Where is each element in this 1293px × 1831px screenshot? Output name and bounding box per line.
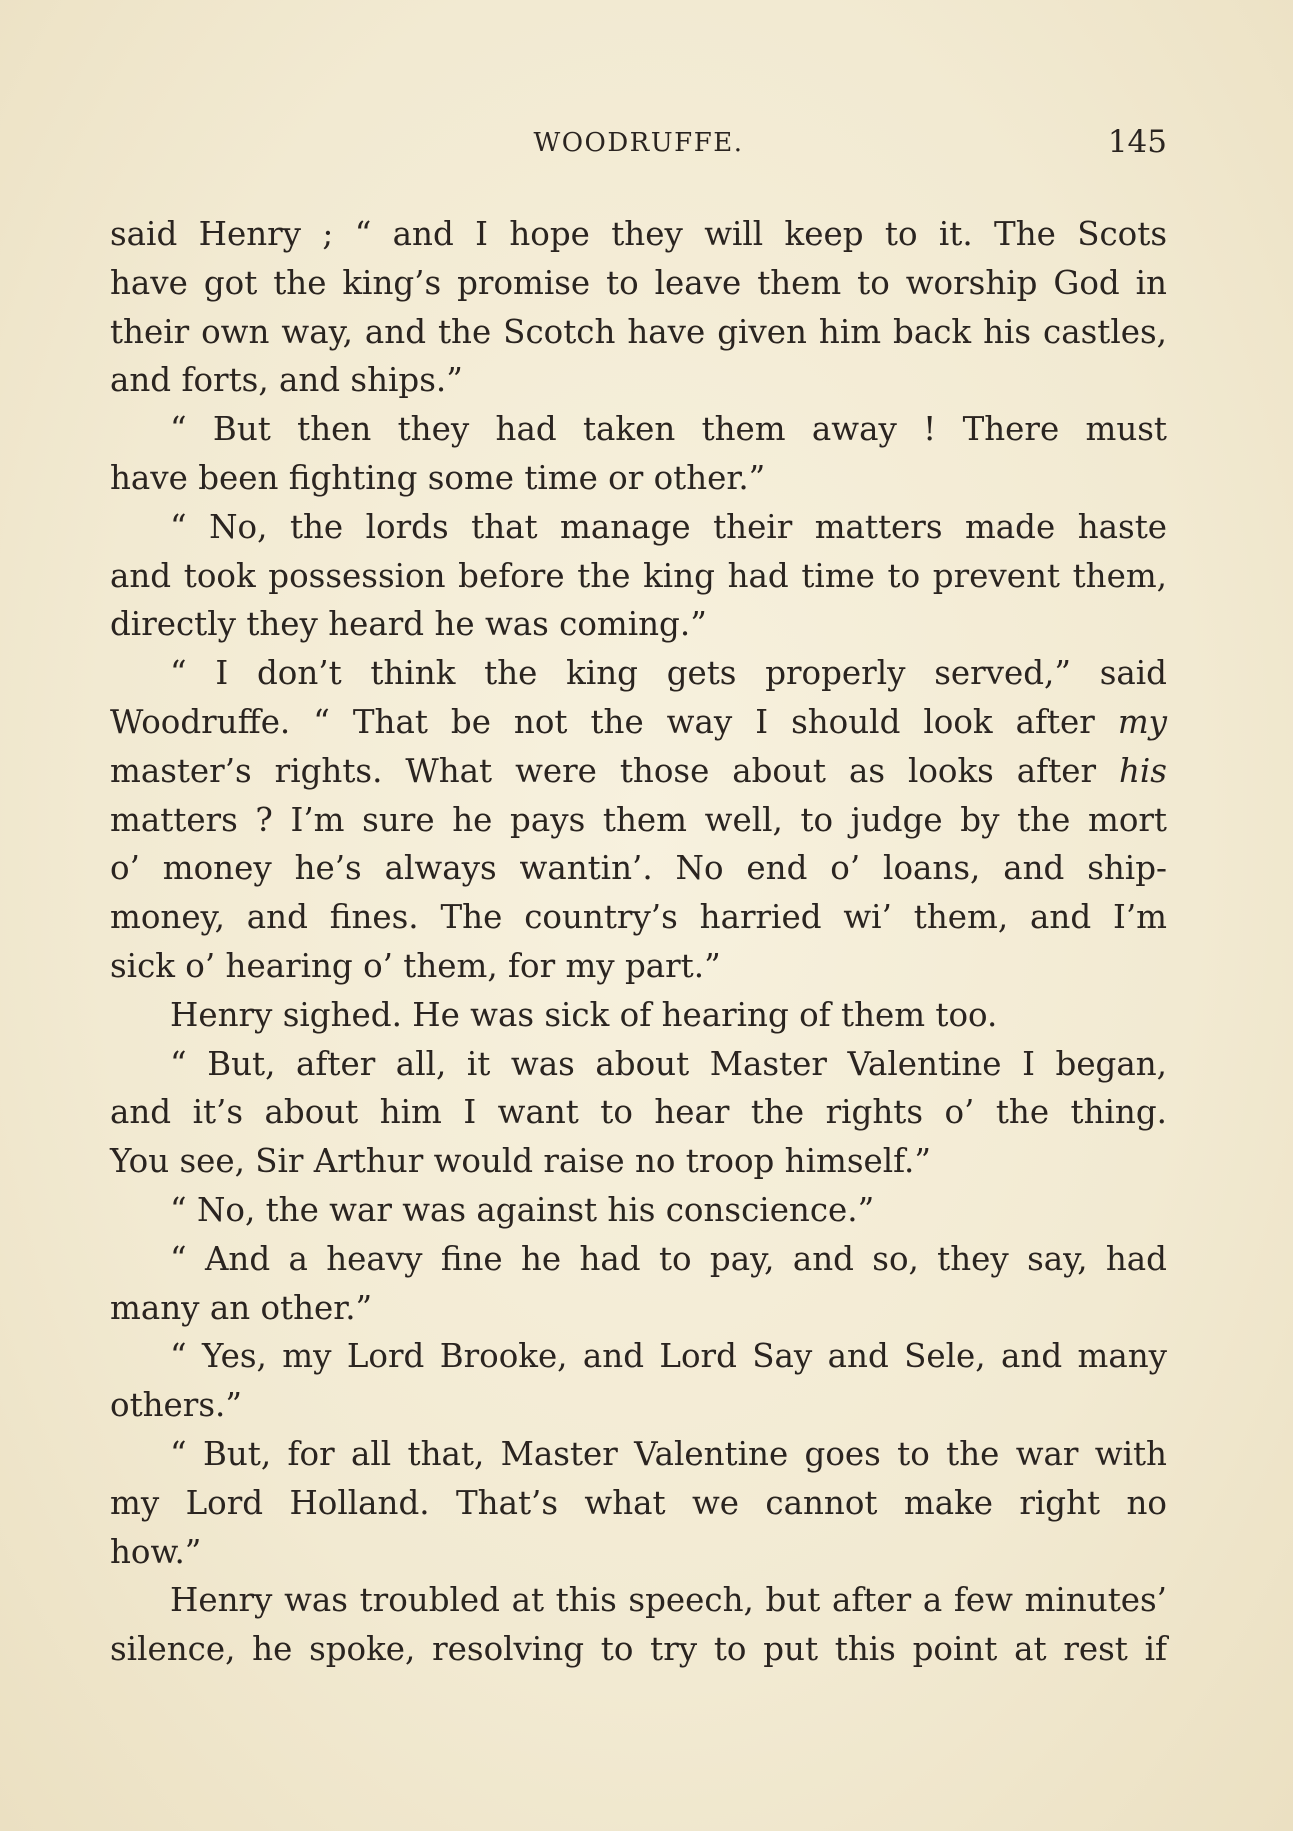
text-line: money, and fines. The country’s harried wi’ them, and I’m [110, 898, 1167, 937]
text-line: their own way, and the Scotch have given him back his castles, [110, 312, 1167, 351]
text-line: have been fighting some time or other.” [110, 458, 766, 497]
text-line: my Lord Holland. That’s what we cannot make right no [110, 1483, 1167, 1522]
text-line: “ No, the war was against his conscience.” [170, 1190, 875, 1229]
text-line: sick o’ hearing o’ them, for my part.” [110, 946, 721, 985]
text-segment: Woodruffe. “ That be not the way I should look after [110, 702, 1118, 741]
text-line: and took possession before the king had time to prevent them, [110, 556, 1167, 595]
text-line: “ But, after all, it was about Master Valentine I began, [170, 1044, 1167, 1083]
text-line: many an other.” [110, 1288, 373, 1327]
text-line [110, 747, 1167, 796]
text-line: and forts, and ships.” [110, 361, 463, 400]
text-line: “ But, for all that, Master Valentine goes to the war with [170, 1434, 1167, 1473]
text-line [110, 698, 1167, 747]
text-line: “ No, the lords that manage their matters made haste [170, 507, 1167, 546]
text-line: “ But then they had taken them away ! There must [170, 410, 1167, 449]
text-line: Henry sighed. He was sick of hearing of them too. [170, 995, 998, 1034]
text-line: matters ? I’m sure he pays them well, to judge by the mort [110, 800, 1167, 839]
text-line: others.” [110, 1386, 242, 1425]
page-number: 145 [1107, 124, 1167, 160]
text-line: how.” [110, 1532, 202, 1571]
text-line: and it’s about him I want to hear the rights o’ the thing. [110, 1093, 1167, 1132]
running-head [110, 124, 1167, 164]
text-segment: master’s rights. What were those about as looks after [110, 751, 1119, 790]
running-title: WOODRUFFE. [533, 128, 744, 158]
body-text [110, 210, 1167, 1674]
text-line: “ I don’t think the king gets properly served,” said [170, 654, 1167, 693]
text-line: have got the king’s promise to leave them to worship God in [110, 263, 1167, 302]
text-line: said Henry ; “ and I hope they will keep to it. The Scots [110, 215, 1167, 253]
text-line: You see, Sir Arthur would raise no troop himself.” [110, 1142, 931, 1181]
text-line: Henry was troubled at this speech, but after a few minutes’ [170, 1581, 1167, 1620]
text-line: directly they heard he was coming.” [110, 605, 707, 644]
text-line: silence, he spoke, resolving to try to put this point at rest if [110, 1630, 1167, 1669]
italic-word: my [1117, 702, 1167, 741]
text-line: o’ money he’s always wantin’. No end o’ loans, and ship- [110, 849, 1167, 888]
italic-word: his [1118, 751, 1167, 790]
text-line: “ Yes, my Lord Brooke, and Lord Say and Sele, and many [170, 1337, 1167, 1376]
text-line: “ And a heavy fine he had to pay, and so, they say, had [170, 1239, 1167, 1278]
